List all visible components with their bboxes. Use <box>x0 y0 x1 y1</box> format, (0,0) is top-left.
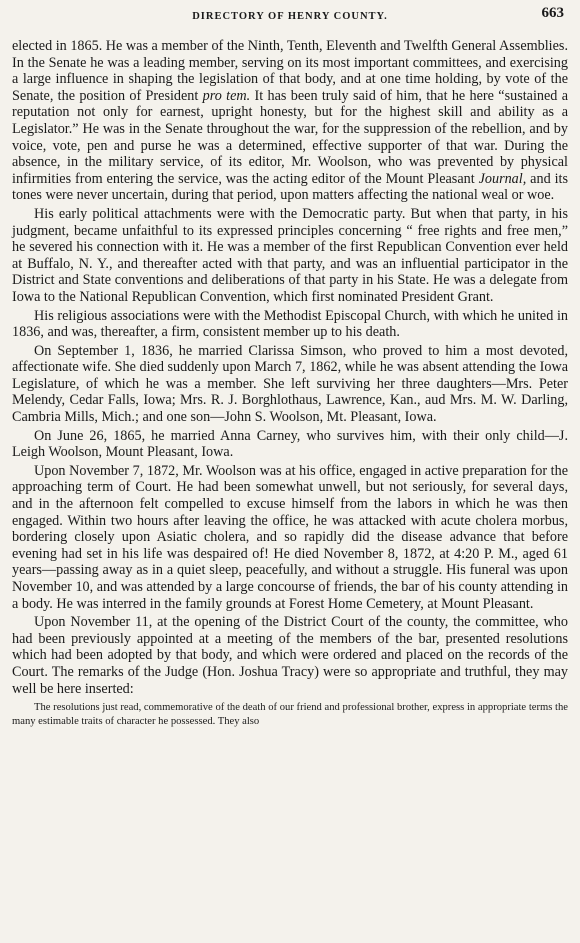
paragraph-senate-career <box>12 38 568 204</box>
paragraph-death: Upon November 7, 1872, Mr. Woolson was at his office, engaged in active preparation for the approaching term of Court. He had been somewhat unwell, but not seriously, for several days, and in the afternoon felt compelled to excuse himself from the labors in which he was then engaged. Within two hours after leaving the office, he was attacked with acute cholera morbus, bordering closely upon Asiatic cholera, and so rapidly did the disease advance that before evening had set in his life was despaired of! He died November 8, 1872, at 4:20 P. M., aged 61 years—passing away as in a quiet sleep, peacefully, and without a struggle. His funeral was upon November 10, and was attended by a large concourse of friends, the bar of his county attending in a body. He was interred in the family grounds at Forest Home Cemetery, at Mount Pleasant. <box>12 462 568 612</box>
paragraph-religious-associations: His religious associations were with the Methodist Episcopal Church, with which he united in 1836, and was, thereafter, a firm, consistent member up to his death. <box>12 307 568 341</box>
paragraph-court-resolutions: Upon November 11, at the opening of the District Court of the county, the committee, who had been previously appointed at a meeting of the members of the bar, presented resolutions which had been adopted by that body, and which were ordered and placed on the records of the Court. The remarks of the Judge (Hon. Joshua Tracy) were so appropriate and truthful, they may well be here inserted: <box>12 614 568 697</box>
judge-remarks-quote: The resolutions just read, commemorative of the death of our friend and professional brother, express in appropriate terms the many estimable traits of character he possessed. They also <box>12 702 568 727</box>
italic-text: pro tem. <box>202 87 251 104</box>
italic-text: Journal, <box>478 170 527 187</box>
body-text <box>12 38 568 697</box>
page-number: 663 <box>541 5 564 21</box>
paragraph-first-marriage: On September 1, 1836, he married Clarissa Simson, who proved to him a most devoted, affectionate wife. She died suddenly upon March 7, 1862, while he was absent attending the Iowa Legislature, of which he was a member. She left surviving her three daughters—Mrs. Peter Melendy, Cedar Falls, Iowa; Mrs. R. J. Borghlothaus, Lawrence, Kan., aud Mrs. M. W. Darling, Cambria Mills, Mich.; and one son—John S. Woolson, Mt. Pleasant, Iowa. <box>12 342 568 426</box>
running-head: DIRECTORY OF HENRY COUNTY. <box>192 11 388 22</box>
text-run: and its tones were never uncertain, during that period, upon matters affecting the national weal or woe. <box>12 170 568 204</box>
page-header <box>12 0 568 30</box>
text-run: elected in 1865. He was a member of the Ninth, Tenth, Eleventh and Twelfth General Assemblies. In the Senate he was a leading member, serving on its most important committees, and exercising a large influence in shaping the legislation of that body, and at one time holding, by vote of the Senate, the position of President <box>12 38 568 104</box>
text-run: It has been truly said of him, that he here “sustained a reputation not only for earnest, upright honesty, but for the highest skill and ability as a Legislator.” He was in the Senate throughout the war, for the suppression of the rebellion, and by voice, vote, pen and purse he was a determined, effective supporter of that war. During the absence, in the military service, of its editor, Mr. Woolson, who was prevented by physical infirmities from entering the service, was the acting editor of the Mount Pleasant <box>12 87 568 187</box>
paragraph-political-attachments: His early political attachments were with the Democratic party. But when that party, in his judgment, became unfaithful to its expressed principles concerning “ free rights and free men,” he severed his connection with it. He was a member of the first Republican Convention ever held at Buffalo, N. Y., and thereafter acted with that party, and was an influential participator in the District and State conventions and deliberations of that party in his State. He was a delegate from Iowa to the National Republican Convention, which first nominated President Grant. <box>12 205 568 305</box>
paragraph-second-marriage: On June 26, 1865, he married Anna Carney, who survives him, with their only child—J. Leigh Woolson, Mount Pleasant, Iowa. <box>12 427 568 461</box>
